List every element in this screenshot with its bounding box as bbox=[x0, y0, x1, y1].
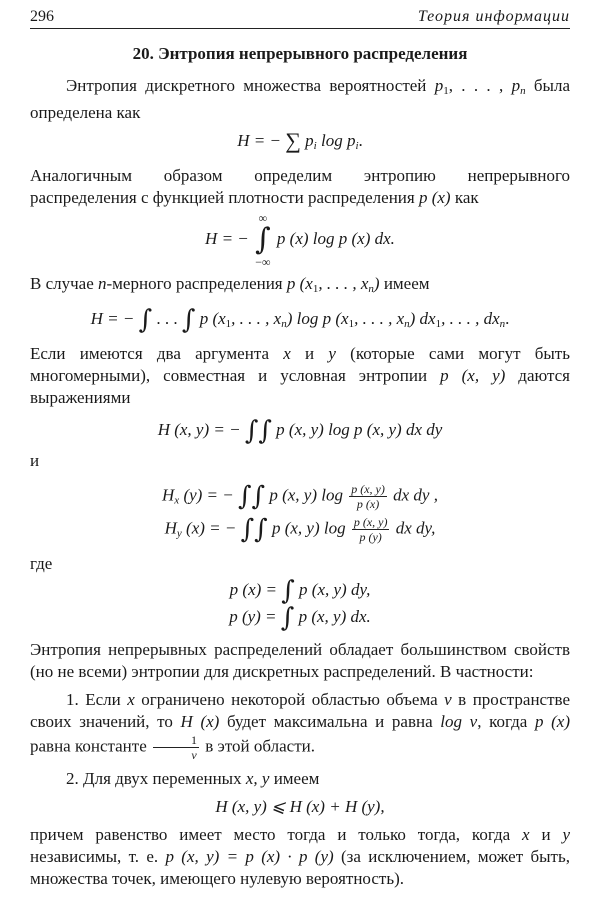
paragraph-property-1: 1. Если x ограничено некоторой областью объема v в пространстве своих значений, то H (x) будет максимальна и равна log v, когда p (x) равна константе $\frac{1}{v}$ в этой области. bbox=[30, 689, 570, 762]
paragraph-properties: Энтропия непрерывных распределений обладает большинством свойств (но не всеми) энтропии для дискретных распределений. В частности: bbox=[30, 639, 570, 681]
equation-conditional-entropy-x: $H_x$ (y) = − ∫∫ p (x, y) log $\frac{p (x, y)}{p (x)}$ dx dy , bbox=[162, 481, 438, 512]
equation-n-dimensional: H = − ∫ . . . ∫ p ($x_1$, . . . , $x_n$) log p ($x_1$, . . . , $x_n$) $dx_1$, . . . , $dx_n$. bbox=[90, 305, 510, 335]
equation-marginal-x: p (x) = ∫ p (x, y) dy, bbox=[229, 575, 371, 606]
equation-joint-entropy: H (x, y) = − ∫∫ p (x, y) log p (x, y) dx dy bbox=[157, 416, 443, 446]
paragraph-n-dimensional: В случае n-мерного распределения p ($x_1$, . . . , $x_n$) имеем bbox=[30, 274, 430, 295]
page-number: 296 bbox=[30, 8, 54, 25]
equation-marginal-y: p (y) = ∫ p (x, y) dx. bbox=[229, 602, 371, 633]
paragraph-equality-condition: причем равенство имеет место тогда и только тогда, когда x и y независимы, т. е. p (x, y) = p (x) · p (y) (за исключением, может быть, множества точек, имеющего нулевую вероятность). bbox=[30, 824, 570, 888]
word-where: где bbox=[30, 553, 53, 573]
page-header bbox=[30, 6, 570, 29]
word-and: и bbox=[30, 451, 40, 470]
section-title: 20. Энтропия непрерывного распределения bbox=[132, 44, 468, 63]
paragraph-property-2: 2. Для двух переменных x, y имеем bbox=[66, 768, 320, 788]
paragraph-discrete-entropy: Энтропия дискретного множества вероятностей $p_1$, . . . , $p_n$ была определена как bbox=[30, 76, 570, 122]
equation-conditional-entropy-y: $H_y$ (x) = − ∫∫ p (x, y) log $\frac{p (x, y)}{p (y)}$ dx dy, bbox=[164, 514, 436, 545]
paragraph-continuous-entropy: Аналогичным образом определим энтропию непрерывного распределения с функцией плотности распределения p (x) как bbox=[30, 166, 570, 207]
running-title: Теория информации bbox=[417, 8, 570, 25]
equation-continuous-entropy: H = − ∞ ∫ −∞ p (x) log p (x) dx. bbox=[205, 211, 395, 269]
equation-subadditivity: H (x, y) ⩽ H (x) + H (y), bbox=[215, 796, 385, 816]
equation-discrete-entropy: H = − ∑ $p_i$ $\log p_i$. bbox=[237, 128, 363, 153]
paragraph-two-arguments: Если имеются два аргумента x и y (которые сами могут быть многомерными), совместная и условная энтропии p (x, y) даются выражениями bbox=[30, 344, 570, 407]
